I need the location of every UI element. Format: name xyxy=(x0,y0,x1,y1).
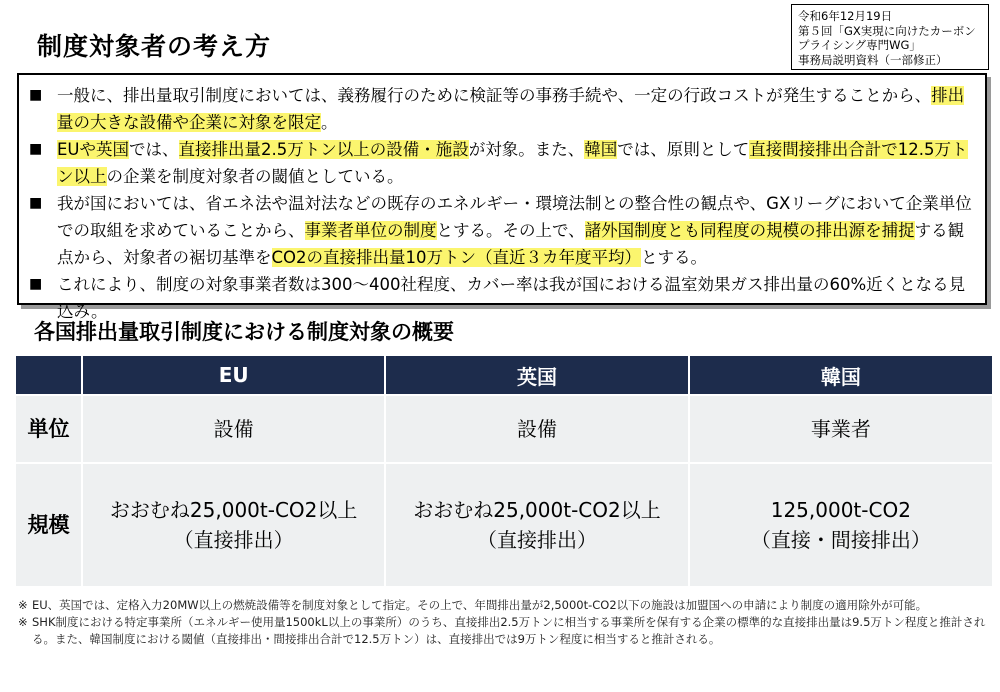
comparison-title: 各国排出量取引制度における制度対象の概要 xyxy=(34,320,454,344)
cell-text: おおむね25,000t-CO2以上 xyxy=(413,498,661,522)
footnote-mark: ※ xyxy=(18,615,28,629)
text-segment: する観点から、対象者の裾切基準を xyxy=(57,221,965,267)
bullet-text xyxy=(57,82,975,136)
highlighted-text: 直接排出量2.5万トン以上の設備・施設 xyxy=(178,140,469,159)
table-cell xyxy=(82,463,385,586)
text-segment: 一般に、排出量取引制度においては、義務履行のために検証等の事務手続や、一定の行政コストが発生することから、 xyxy=(57,86,932,105)
text-segment: とする。その上で、 xyxy=(436,221,585,240)
highlighted-text: CO2の直接排出量10万トン（直近３カ年度平均） xyxy=(271,248,642,267)
bullet-mark: ■ xyxy=(29,87,43,103)
summary-box xyxy=(17,73,987,321)
table-cell xyxy=(689,463,992,586)
cell-text: （直接排出） xyxy=(476,528,597,552)
summary-bullet xyxy=(29,136,975,190)
text-segment: の企業を制度対象者の閾値としている。 xyxy=(106,167,404,186)
summary-bullet xyxy=(29,190,975,271)
table-cell xyxy=(385,463,688,586)
text-segment: とする。 xyxy=(641,248,708,267)
highlighted-text: 排出量の大きな設備や企業に対象を限定 xyxy=(57,86,965,132)
bullet-mark: ■ xyxy=(29,276,43,292)
footnote-text: EU、英国では、定格入力20MW以上の燃焼設備等を制度対象として指定。その上で、年間排出量が2,5000t-CO2以下の施設は加盟国への申請により制度の適用除外が可能。 xyxy=(32,598,928,612)
footnote xyxy=(18,614,994,648)
header-cell-uk: 英国 xyxy=(385,356,688,395)
cell-text: 設備 xyxy=(516,417,557,441)
highlighted-text: 直接間接排出合計で12.5万トン以上 xyxy=(57,140,968,186)
cell-text: 設備 xyxy=(213,417,254,441)
table-cell xyxy=(689,395,992,463)
header-cell-korea: 韓国 xyxy=(689,356,992,395)
highlighted-text: 諸外国制度とも同程度の規模の排出源を捕捉 xyxy=(584,221,915,240)
text-segment: これにより、制度の対象事業者数は300～400社程度、カバー率は我が国における温室効果ガス排出量の60%近くとなる見込み。 xyxy=(57,275,966,321)
bullet-text xyxy=(57,136,975,190)
cell-text: おおむね25,000t-CO2以上 xyxy=(109,498,358,522)
cell-text: （直接・間接排出） xyxy=(750,528,931,552)
comparison-table xyxy=(16,356,992,586)
bullet-text xyxy=(57,190,975,271)
document-info-box xyxy=(791,4,989,70)
info-line: 令和6年12月19日 xyxy=(798,9,893,23)
footnote-mark: ※ xyxy=(18,598,28,612)
table-header-row xyxy=(16,356,992,395)
footnote-text: SHK制度における特定事業所（エネルギー使用量1500kL以上の事業所）のうち、直接排出2.5万トンに相当する事業所を保有する企業の標準的な直接排出量は9.5万トン程度と推計される。また、韓国制度における閾値（直接排出・間接排出合計で12.5万トン）は、直接排出では9万トン程度に相当すると推計される。 xyxy=(32,615,986,646)
info-line: 第５回「GX実現に向けたカーボン xyxy=(798,23,976,38)
text-segment: が対象。また、 xyxy=(468,140,585,159)
header-corner-cell xyxy=(16,356,82,395)
highlighted-text: EUや英国 xyxy=(57,140,130,159)
info-line: プライシング専門WG」 xyxy=(798,38,921,52)
highlighted-text: 韓国 xyxy=(584,140,618,159)
cell-text: 125,000t-CO2 xyxy=(770,498,911,522)
info-line: 事務局説明資料（一部修正） xyxy=(798,52,948,67)
table-cell xyxy=(385,395,688,463)
row-label: 単位 xyxy=(16,395,82,463)
highlighted-text: 事業者単位の制度 xyxy=(304,221,437,240)
text-segment: では、原則として xyxy=(617,140,750,159)
header-cell-eu: EU xyxy=(82,356,385,395)
table-row xyxy=(16,463,992,586)
summary-bullet xyxy=(29,82,975,136)
cell-text: 事業者 xyxy=(810,417,871,441)
text-segment: 我が国においては、省エネ法や温対法などの既存のエネルギー・環境法制との整合性の観点や、GXリーグにおいて企業単位での取組を求めていることから、 xyxy=(57,194,972,240)
footnotes xyxy=(18,597,994,648)
table-row xyxy=(16,395,992,463)
bullet-mark: ■ xyxy=(29,195,43,211)
cell-text: （直接排出） xyxy=(173,528,294,552)
bullet-mark: ■ xyxy=(29,141,43,157)
page-title: 制度対象者の考え方 xyxy=(37,32,272,61)
row-label: 規模 xyxy=(16,463,82,586)
table-cell xyxy=(82,395,385,463)
text-segment: 。 xyxy=(321,113,338,132)
text-segment: では、 xyxy=(129,140,179,159)
footnote xyxy=(18,597,994,614)
